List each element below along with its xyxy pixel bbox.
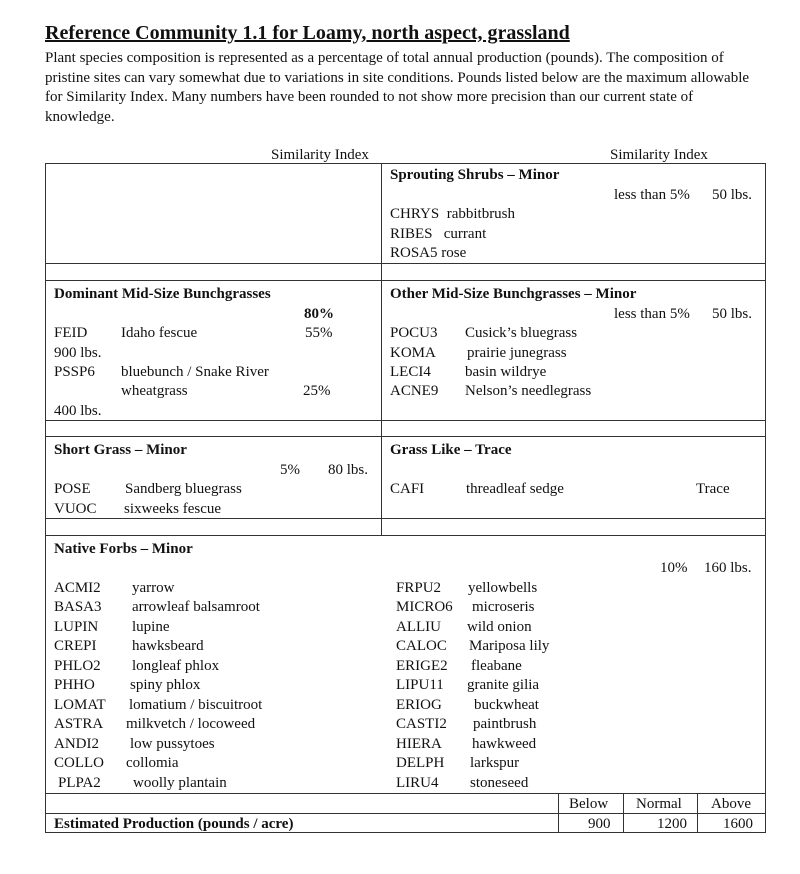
species-name: lupine bbox=[132, 619, 170, 635]
species-code: POCU3 bbox=[390, 325, 438, 341]
species-code: ANDI2 bbox=[54, 736, 99, 752]
species-name: lomatium / biscuitroot bbox=[129, 697, 263, 713]
species-name: Mariposa lily bbox=[469, 638, 550, 654]
species-name: milkvetch / locoweed bbox=[126, 716, 256, 732]
species-code: ERIGE2 bbox=[396, 658, 448, 674]
short-grass-lbs: 80 lbs. bbox=[328, 462, 369, 478]
production-value-below: 900 bbox=[588, 816, 611, 832]
other-mid-heading: Other Mid-Size Bunchgrasses – Minor bbox=[390, 286, 637, 302]
species-name: currant bbox=[443, 226, 487, 242]
other-mid-pct: less than 5% bbox=[614, 306, 690, 322]
species-row bbox=[390, 205, 515, 224]
species-name: paintbrush bbox=[473, 716, 537, 732]
species-name: Nelson’s needlegrass bbox=[465, 383, 592, 399]
species-name: low pussytoes bbox=[130, 736, 215, 752]
species-name: threadleaf sedge bbox=[466, 481, 564, 497]
species-code: CREPI bbox=[54, 638, 97, 654]
production-header-above: Above bbox=[711, 796, 751, 812]
species-name: Idaho fescue bbox=[121, 325, 198, 341]
species-code: ROSA5 bbox=[390, 245, 438, 261]
species-code: LIRU4 bbox=[396, 775, 439, 791]
species-name: buckwheat bbox=[474, 697, 539, 713]
species-name: collomia bbox=[126, 755, 179, 771]
species-code: CASTI2 bbox=[396, 716, 447, 732]
species-code: LECI4 bbox=[390, 364, 431, 380]
sprouting-shrubs-pct: less than 5% bbox=[614, 187, 690, 203]
species-name: larkspur bbox=[470, 755, 520, 771]
forbs-lbs: 160 lbs. bbox=[704, 560, 752, 576]
species-name: hawkweed bbox=[472, 736, 537, 752]
species-code: FRPU2 bbox=[396, 580, 442, 596]
short-grass-pct: 5% bbox=[280, 462, 300, 478]
species-name: granite gilia bbox=[467, 677, 540, 693]
forbs-heading: Native Forbs – Minor bbox=[54, 541, 193, 557]
species-code: COLLO bbox=[54, 755, 104, 771]
species-code: ALLIU bbox=[396, 619, 441, 635]
species-code: CAFI bbox=[390, 481, 425, 497]
species-code: KOMA bbox=[390, 345, 436, 361]
species-name: rabbitbrush bbox=[446, 206, 516, 222]
species-name: rose bbox=[441, 245, 467, 261]
production-header-normal: Normal bbox=[636, 796, 682, 812]
production-value-above: 1600 bbox=[723, 816, 753, 832]
species-code: BASA3 bbox=[54, 599, 102, 615]
sprouting-shrubs-heading: Sprouting Shrubs – Minor bbox=[390, 167, 560, 183]
species-code: PHLO2 bbox=[54, 658, 101, 674]
species-code: RIBES bbox=[390, 226, 433, 242]
species-code: HIERA bbox=[396, 736, 442, 752]
species-name: longleaf phlox bbox=[132, 658, 220, 674]
species-row bbox=[390, 225, 486, 244]
species-code: PHHO bbox=[54, 677, 95, 693]
species-name: yarrow bbox=[132, 580, 175, 596]
intro-paragraph: Plant species composition is represented as a percentage of total annual production (pounds). The composition of pristine sites can vary somewhat due to variations in site conditions. Pounds listed below are the maximum allowable for Similarity Index. Many numbers have been rounded to not show more precision than our current state of knowledge. bbox=[45, 50, 750, 125]
species-name: fleabane bbox=[471, 658, 522, 674]
page-title: Reference Community 1.1 for Loamy, north aspect, grassland bbox=[45, 22, 570, 44]
species-pct: 25% bbox=[303, 383, 331, 399]
species-code: LOMAT bbox=[54, 697, 106, 713]
species-code: ASTRA bbox=[54, 716, 104, 732]
species-name: Cusick’s bluegrass bbox=[465, 325, 578, 341]
sprouting-shrubs-lbs: 50 lbs. bbox=[712, 187, 753, 203]
species-name: stoneseed bbox=[470, 775, 529, 791]
species-code: FEID bbox=[54, 325, 88, 341]
species-code: LIPU11 bbox=[396, 677, 444, 693]
species-code: CHRYS bbox=[390, 206, 440, 222]
production-label: Estimated Production (pounds / acre) bbox=[54, 816, 294, 832]
species-name: yellowbells bbox=[468, 580, 538, 596]
species-code: POSE bbox=[54, 481, 91, 497]
species-code: LUPIN bbox=[54, 619, 99, 635]
species-code: PSSP6 bbox=[54, 364, 95, 380]
species-name: Sandberg bluegrass bbox=[125, 481, 242, 497]
short-grass-heading: Short Grass – Minor bbox=[54, 442, 187, 458]
dominant-pct: 80% bbox=[304, 306, 334, 322]
grass-like-amount: Trace bbox=[696, 481, 730, 497]
species-code: ACMI2 bbox=[54, 580, 101, 596]
species-name: microseris bbox=[472, 599, 535, 615]
species-name: prairie junegrass bbox=[467, 345, 567, 361]
species-code: CALOC bbox=[396, 638, 447, 654]
species-name: spiny phlox bbox=[130, 677, 201, 693]
species-name: bluebunch / Snake River bbox=[121, 364, 269, 380]
species-name: basin wildrye bbox=[465, 364, 547, 380]
species-name-cont: wheatgrass bbox=[121, 383, 188, 399]
species-code: MICRO6 bbox=[396, 599, 453, 615]
production-header-below: Below bbox=[569, 796, 609, 812]
grass-like-heading: Grass Like – Trace bbox=[390, 442, 512, 458]
other-mid-lbs: 50 lbs. bbox=[712, 306, 753, 322]
production-value-normal: 1200 bbox=[657, 816, 687, 832]
species-name: hawksbeard bbox=[132, 638, 204, 654]
species-lbs: 400 lbs. bbox=[54, 403, 102, 419]
species-name: wild onion bbox=[467, 619, 532, 635]
species-code: DELPH bbox=[396, 755, 445, 771]
dominant-heading: Dominant Mid-Size Bunchgrasses bbox=[54, 286, 271, 302]
similarity-index-right: Similarity Index bbox=[610, 147, 708, 163]
species-code: PLPA2 bbox=[58, 775, 101, 791]
species-row bbox=[390, 244, 466, 263]
species-name: woolly plantain bbox=[133, 775, 227, 791]
species-code: ERIOG bbox=[396, 697, 442, 713]
species-lbs: 900 lbs. bbox=[54, 345, 102, 361]
similarity-index-left: Similarity Index bbox=[271, 147, 369, 163]
species-pct: 55% bbox=[305, 325, 333, 341]
species-code: VUOC bbox=[54, 501, 97, 517]
forbs-pct: 10% bbox=[660, 560, 688, 576]
species-name: arrowleaf balsamroot bbox=[132, 599, 260, 615]
species-name: sixweeks fescue bbox=[124, 501, 222, 517]
species-code: ACNE9 bbox=[390, 383, 439, 399]
